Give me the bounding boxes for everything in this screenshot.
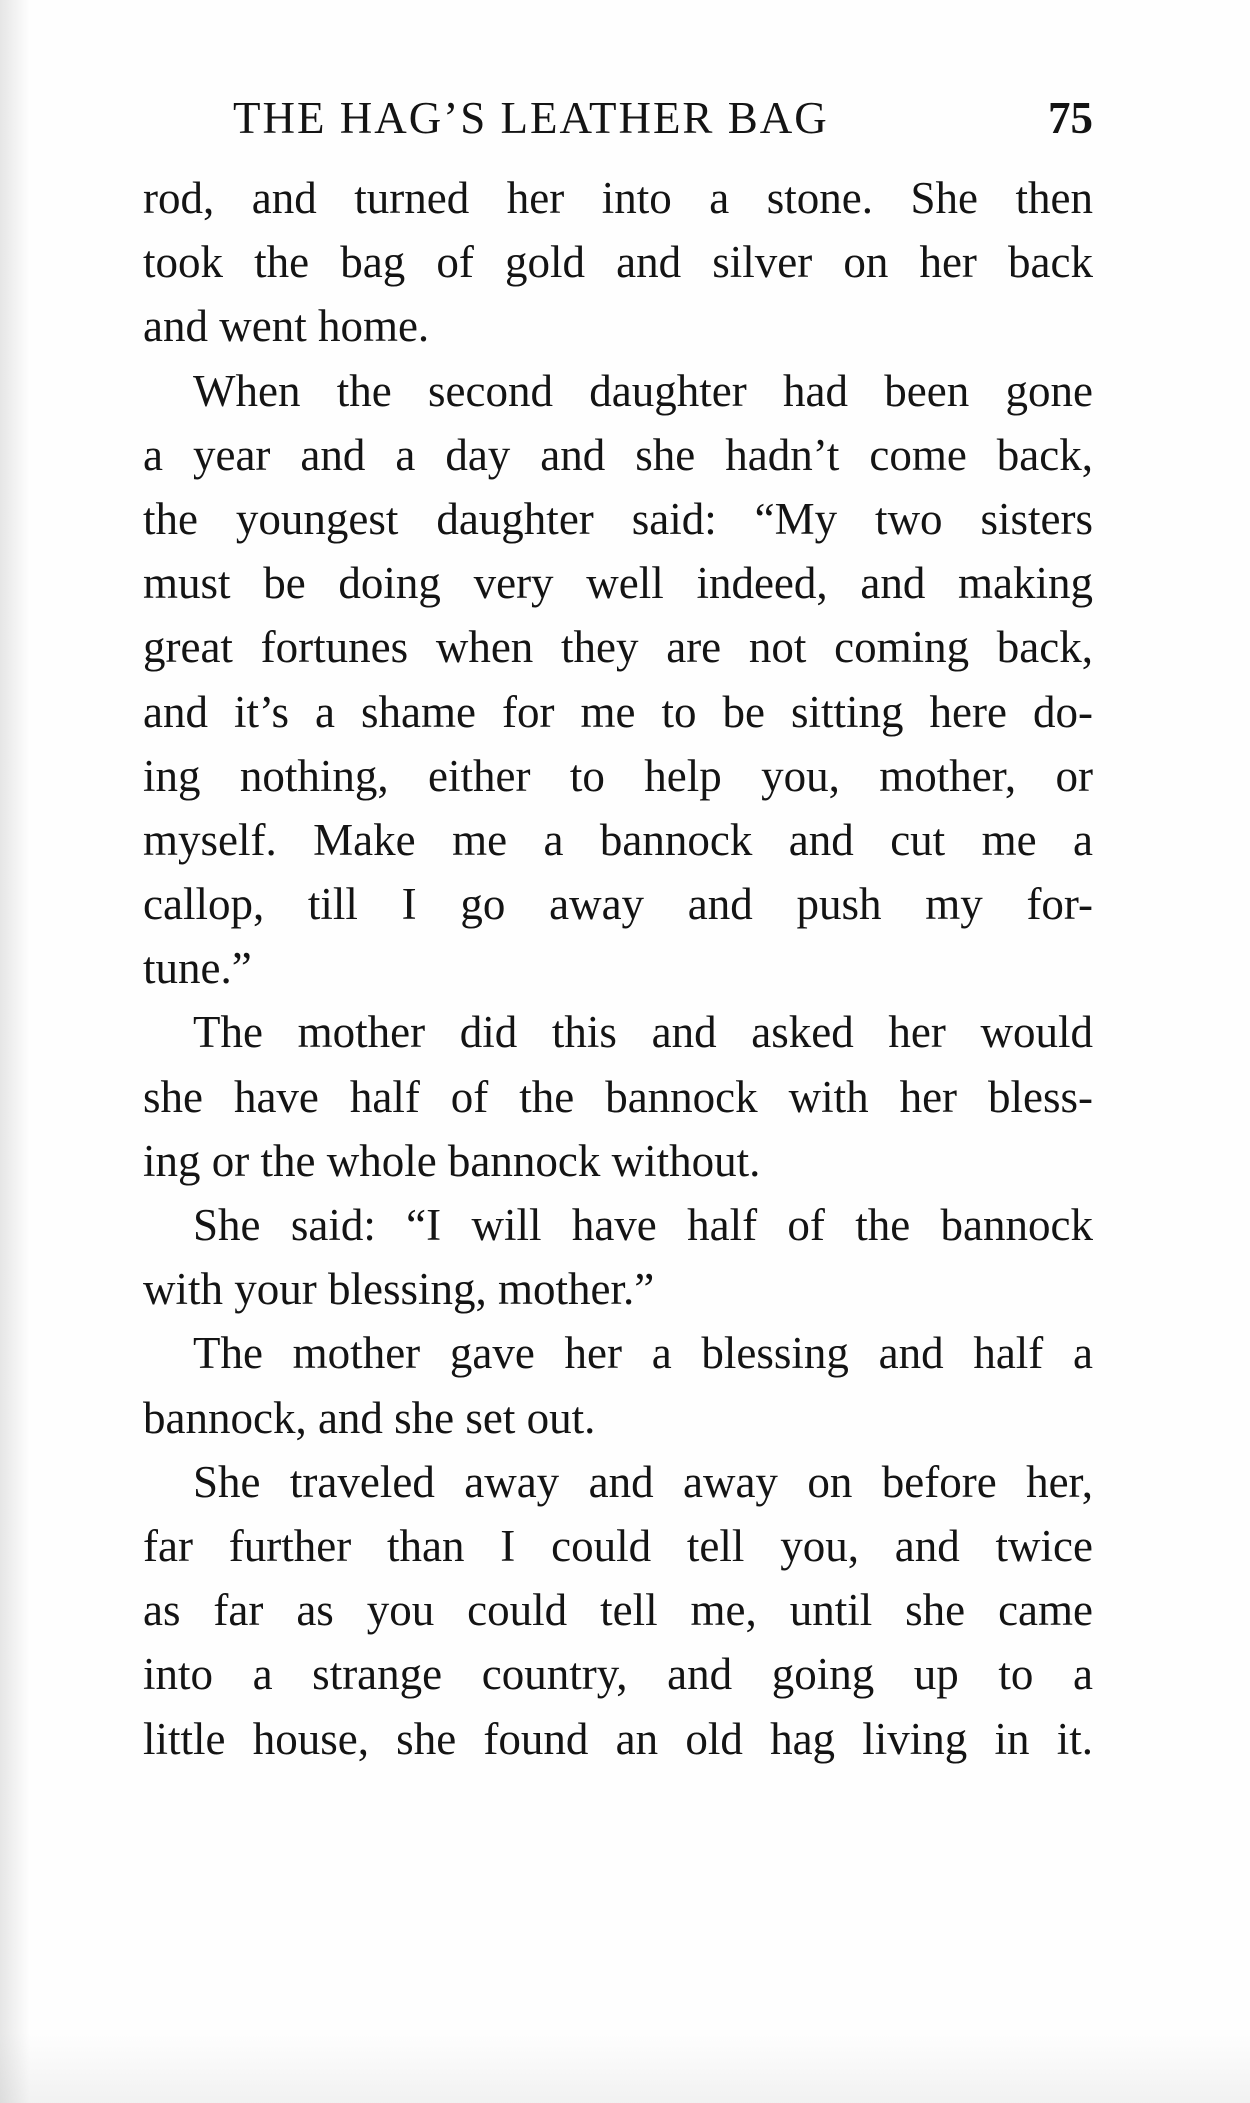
text-line: as far as you could tell me, until she came [143, 1585, 1093, 1636]
text-line: bannock, and she set out. [143, 1392, 596, 1443]
text-line: callop, till I go away and push my for- [143, 879, 1093, 930]
text-line: The mother did this and asked her would [193, 1007, 1093, 1058]
scan-edge-shadow [0, 0, 30, 2103]
text-line: tune.” [143, 943, 252, 994]
text-line: took the bag of gold and silver on her back [143, 237, 1093, 288]
text-line: far further than I could tell you, and twice [143, 1520, 1093, 1571]
text-line: ing nothing, either to help you, mother, or [143, 750, 1093, 801]
text-line: and it’s a shame for me to be sitting here do- [143, 686, 1093, 737]
text-line: When the second daughter had been gone [193, 365, 1093, 416]
page-number: 75 [1048, 93, 1093, 143]
running-title: THE HAG’S LEATHER BAG [233, 93, 829, 143]
text-line: a year and a day and she hadn’t come back, [143, 429, 1093, 480]
text-line: rod, and turned her into a stone. She then [143, 173, 1093, 223]
text-line: she have half of the bannock with her bless- [143, 1071, 1093, 1122]
text-line: and went home. [143, 301, 430, 352]
text-line: little house, she found an old hag living in it. [143, 1713, 1093, 1764]
text-line: myself. Make me a bannock and cut me a [143, 814, 1093, 865]
text-line: into a strange country, and going up to a [143, 1649, 1093, 1700]
text-line: with your blessing, mother.” [143, 1264, 655, 1315]
text-line: She traveled away and away on before her, [193, 1456, 1093, 1507]
text-line: ing or the whole bannock without. [143, 1135, 761, 1186]
text-line: the youngest daughter said: “My two sisters [143, 493, 1093, 544]
text-line: must be doing very well indeed, and making [143, 558, 1093, 609]
running-header [233, 92, 1093, 152]
text-line: The mother gave her a blessing and half a [193, 1328, 1093, 1379]
body-text [143, 166, 1093, 1771]
text-line: great fortunes when they are not coming back, [143, 622, 1093, 673]
scan-bottom-shadow [0, 2033, 1250, 2103]
text-line: She said: “I will have half of the bannock [193, 1200, 1093, 1250]
